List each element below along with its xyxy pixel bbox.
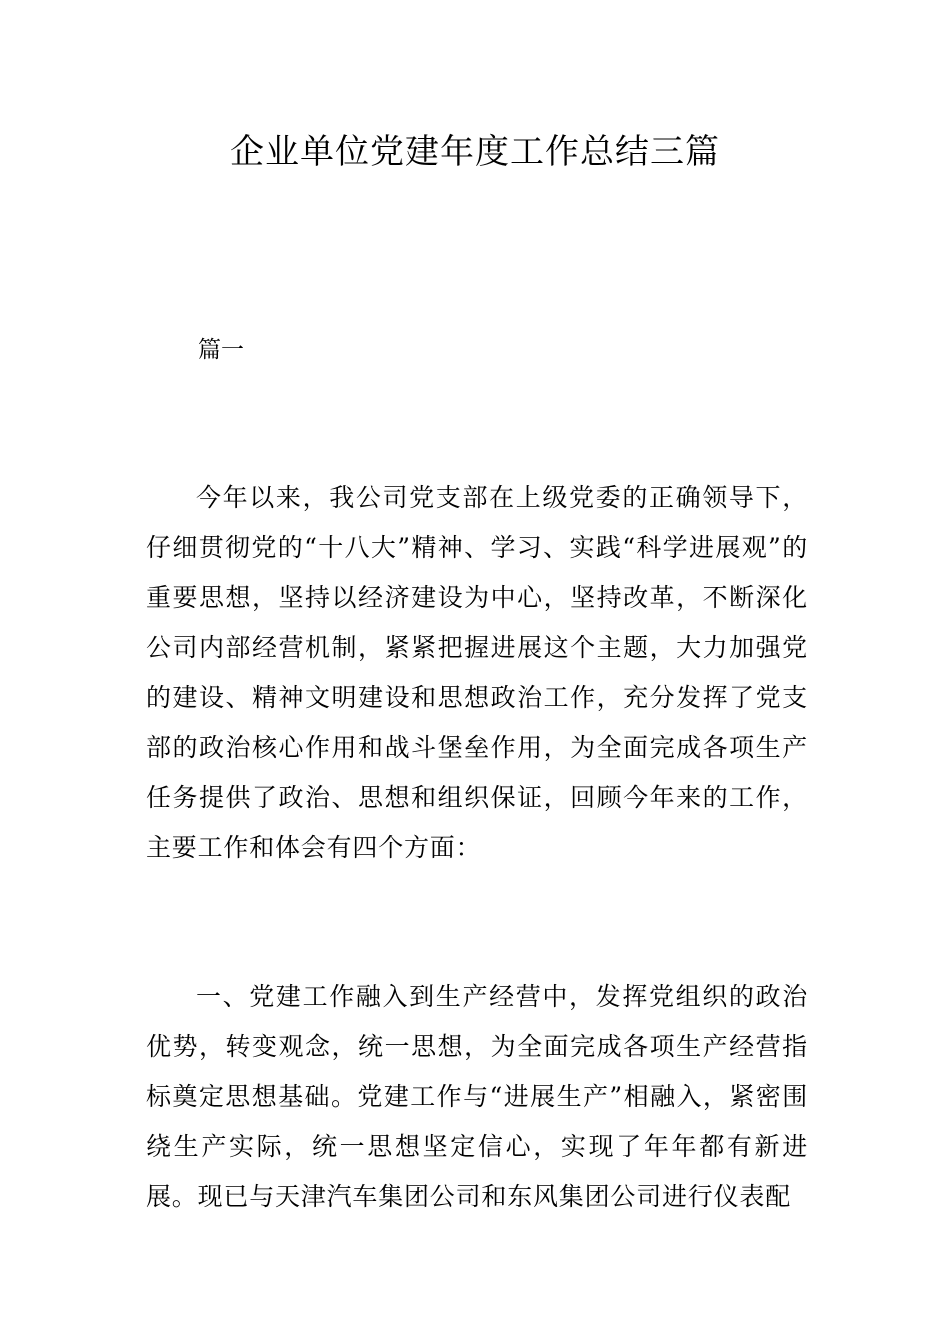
document-title: 企业单位党建年度工作总结三篇 [230, 132, 720, 172]
paragraph: 一、党建工作融入到生产经营中，发挥党组织的政治优势，转变观念，统一思想，为全面完成各项生产经营指标奠定思想基础。党建工作与“进展生产”相融入，紧密围绕生产实际，统一思想坚定信心，实现了年年都有新进展。现已与天津汽车集团公司和东风集团公司进行仪表配 [146, 982, 808, 1211]
section-label: 篇一 [198, 337, 244, 363]
paragraph: 今年以来，我公司党支部在上级党委的正确领导下，仔细贯彻党的“十八大”精神、学习、实践“科学进展观”的重要思想，坚持以经济建设为中心，坚持改革，不断深化公司内部经营机制，紧紧把握进展这个主题，大力加强党的建设、精神文明建设和思想政治工作，充分发挥了党支部的政治核心作用和战斗堡垒作用，为全面完成各项生产任务提供了政治、思想和组织保证，回顾今年来的工作，主要工作和体会有四个方面： [146, 483, 808, 862]
